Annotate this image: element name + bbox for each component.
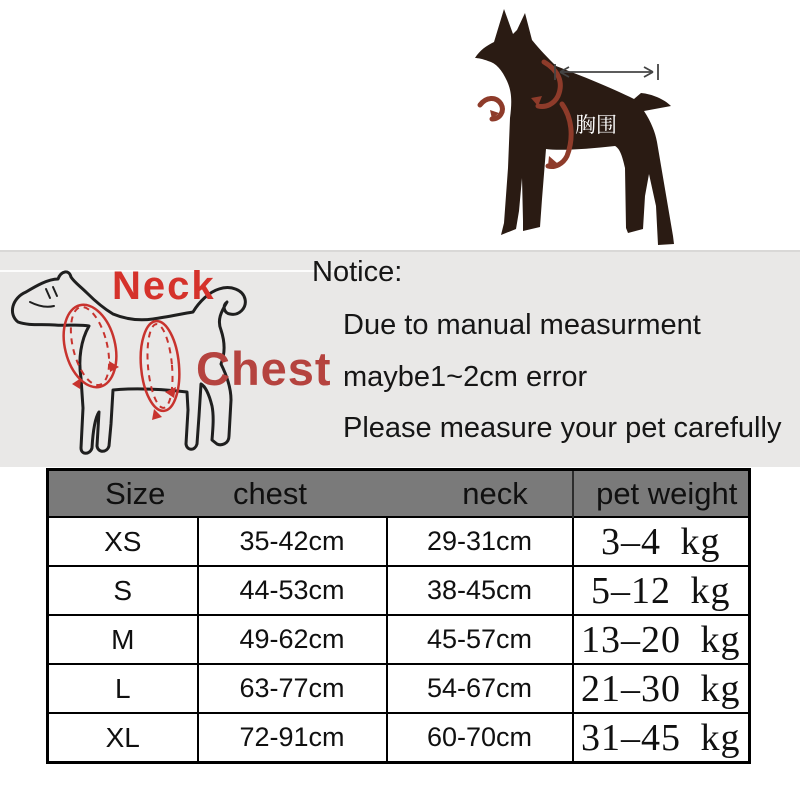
header-pet-weight: pet weight	[573, 470, 750, 518]
table-row	[48, 664, 750, 713]
table-row	[48, 615, 750, 664]
notice-line: Due to manual measurment	[343, 309, 701, 341]
chest-measure-label: 胸围	[575, 114, 617, 137]
cell-neck: 45-57cm	[387, 615, 573, 664]
cell-weight: 21–30 kg	[573, 664, 750, 713]
cell-chest: 72-91cm	[198, 713, 387, 763]
notice-line: Please measure your pet carefully	[343, 412, 782, 444]
cell-neck: 54-67cm	[387, 664, 573, 713]
size-table-section	[46, 468, 751, 764]
cell-chest: 35-42cm	[198, 517, 387, 566]
table-row	[48, 566, 750, 615]
header-chest: chest	[198, 470, 387, 518]
cell-neck: 29-31cm	[387, 517, 573, 566]
cell-weight: 31–45 kg	[573, 713, 750, 763]
cell-size: L	[48, 664, 198, 713]
table-row	[48, 713, 750, 763]
notice-band	[0, 250, 800, 467]
cell-weight: 3–4 kg	[573, 517, 750, 566]
chest-label: Chest	[196, 342, 332, 395]
cell-chest: 44-53cm	[198, 566, 387, 615]
top-measure-diagram	[420, 0, 800, 250]
cell-weight: 13–20 kg	[573, 615, 750, 664]
cell-neck: 38-45cm	[387, 566, 573, 615]
cell-size: S	[48, 566, 198, 615]
size-table	[46, 468, 751, 764]
header-neck: neck	[387, 470, 573, 518]
cell-size: M	[48, 615, 198, 664]
band-top-edge	[0, 250, 800, 252]
notice-line: maybe1~2cm error	[343, 361, 588, 393]
header-size: Size	[48, 470, 198, 518]
notice-title: Notice:	[312, 256, 403, 288]
cell-size: XL	[48, 713, 198, 763]
cell-chest: 49-62cm	[198, 615, 387, 664]
cell-size: XS	[48, 517, 198, 566]
cell-chest: 63-77cm	[198, 664, 387, 713]
table-row	[48, 517, 750, 566]
cell-weight: 5–12 kg	[573, 566, 750, 615]
neck-label: Neck	[112, 264, 216, 308]
table-header-row	[48, 470, 750, 518]
cell-neck: 60-70cm	[387, 713, 573, 763]
